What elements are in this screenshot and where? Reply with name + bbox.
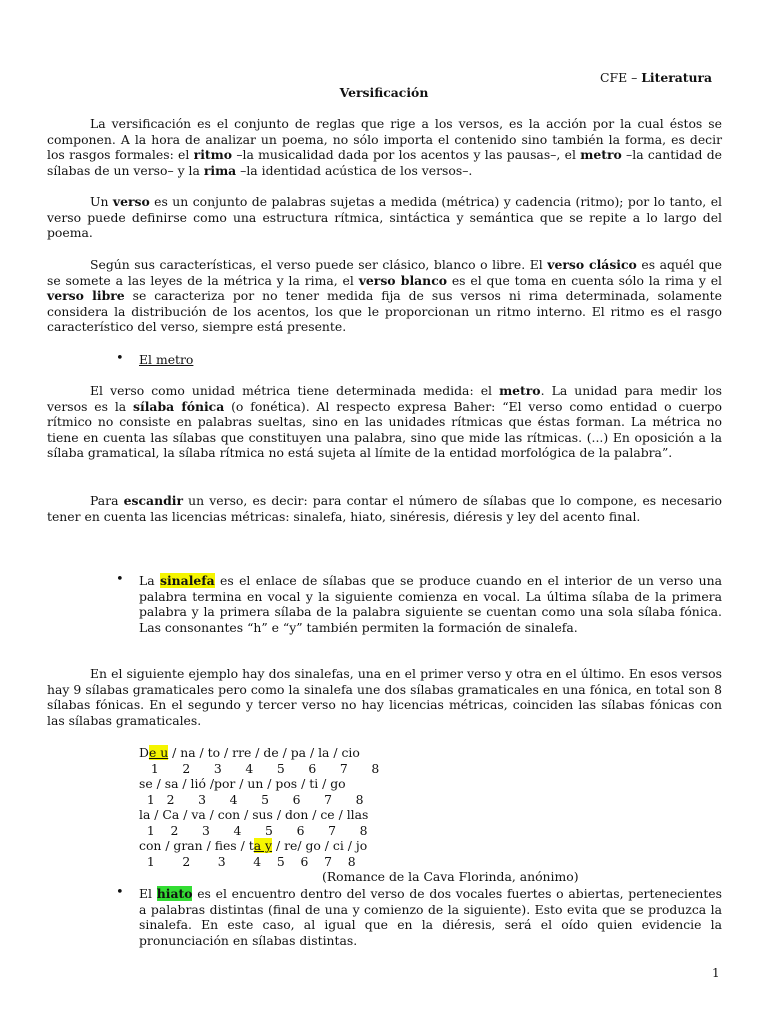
syllable-numbers: 1 2 3 4 5 6 7 8: [139, 823, 368, 838]
verse-line: la / Ca / va / con / sus / don / ce / llas: [139, 807, 369, 822]
section-heading-metro: El metro: [139, 352, 194, 367]
paragraph-escandir: Para escandir un verso, es decir: para contar el número de sílabas que lo compone, es necesario tener en cuenta las licencias métricas: sinalefa, hiato, sinéresis, diéresis y ley del acento final.: [47, 493, 722, 524]
syllable-numbers: 1 2 3 4 5 6 7 8: [139, 792, 364, 807]
header-dash: –: [627, 70, 642, 85]
bullet-marker: •: [116, 572, 124, 587]
paragraph-hiato: El hiato es el encuentro dentro del verso de dos vocales fuertes o abiertas, pertenecientes a palabras distintas (final de una y comienzo de la siguiente). Esto evita que se produzca la sinalefa. En este caso, al igual que en la diéresis, será el oído quien evidencie la pronunciación en sílabas distintas.: [139, 886, 722, 948]
paragraph-sinalefa: La sinalefa es el enlace de sílabas que se produce cuando en el interior de un verso una palabra termina en vocal y la siguiente comienza en vocal. La última sílaba de la primera palabra y la primera sílaba de la palabra siguiente se cuentan como una sola sílaba fónica. Las consonantes “h” e “y” también permiten la formación de sinalefa.: [139, 573, 722, 635]
paragraph-ejemplo: En el siguiente ejemplo hay dos sinalefas, una en el primer verso y otra en el último. En esos versos hay 9 sílabas gramaticales pero como la sinalefa une dos sílabas gramaticales en una fónica, en total son 8 sílabas fónicas. En el segundo y tercer verso no hay licencias métricas, coinciden las sílabas fónicas con las sílabas gramaticales.: [47, 666, 722, 728]
page-number: 1: [712, 966, 720, 980]
bullet-marker: •: [116, 885, 124, 900]
paragraph-metro: El verso como unidad métrica tiene determinada medida: el metro. La unidad para medir los versos es la sílaba fónica (o fonética). Al respecto expresa Baher: “El verso como entidad o cuerpo rítmico no consiste en palabras sueltas, sino en las unidades rítmicas que éstas forman. La métrica no tiene en cuenta las sílabas que constituyen una palabra, sino que mide las rítmicas. (...) En oposición a la sílaba gramatical, la sílaba rítmica no está sujeta al límite de la entidad morfológica de la palabra”.: [47, 383, 723, 461]
page-title: Versificación: [339, 85, 429, 100]
header: [600, 70, 712, 86]
paragraph-versificacion: La versificación es el conjunto de reglas que rige a los versos, es la acción por la cual éstos se componen. A la hora de analizar un poema, no sólo importa el contenido sino también la forma, es decir los rasgos formales: el ritmo –la musicalidad dada por los acentos y las pausas–, el metro –la cantidad de sílabas de un verso– y la rima –la identidad acústica de los versos–.: [47, 116, 722, 178]
syllable-numbers: 1 2 3 4 5 6 7 8: [139, 761, 380, 776]
highlight-hiato: hiato: [156, 886, 193, 901]
highlight-sinalefa: sinalefa: [159, 573, 215, 588]
example-source: (Romance de la Cava Florinda, anónimo): [322, 869, 579, 884]
paragraph-verso: Un verso es un conjunto de palabras sujetas a medida (métrica) y cadencia (ritmo); por lo tanto, el verso puede definirse como una estructura rítmica, sintáctica y semántica que se repite a lo largo del poema.: [47, 194, 722, 241]
syllable-numbers: 1 2 3 4 5 6 7 8: [139, 854, 356, 869]
header-course: CFE: [600, 70, 628, 85]
highlight-sinalefa-example: a y: [253, 838, 273, 853]
bullet-marker: •: [116, 351, 124, 366]
highlight-sinalefa-example: e u: [148, 745, 169, 760]
verse-line: De u / na / to / rre / de / pa / la / cio: [139, 745, 360, 760]
header-subject: Literatura: [641, 70, 713, 85]
verse-line: con / gran / fies / ta y / re/ go / ci / jo: [139, 838, 368, 853]
paragraph-tipos-verso: Según sus características, el verso puede ser clásico, blanco o libre. El verso clásico es aquél que se somete a las leyes de la métrica y la rima, el verso blanco es el que toma en cuenta sólo la rima y el verso libre se caracteriza por no tener medida fija de sus versos ni rima determinada, solamente considera la distribución de los acentos, los que le proporcionan un ritmo interno. El ritmo es el rasgo característico del verso, siempre está presente.: [47, 257, 722, 335]
verse-line: se / sa / lió /por / un / pos / ti / go: [139, 776, 346, 791]
